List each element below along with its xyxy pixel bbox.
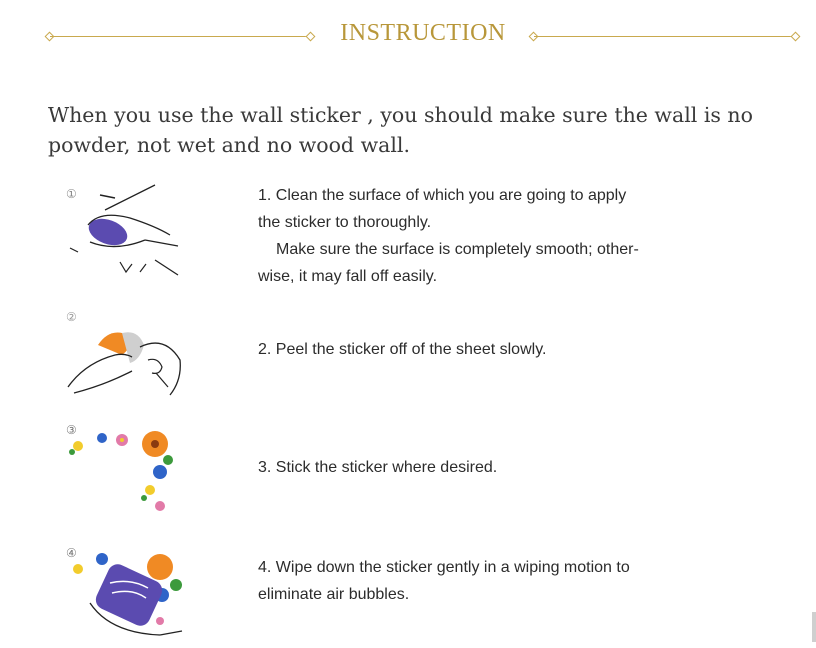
step-line: wise, it may fall off easily.	[258, 268, 438, 285]
step-marker: ③	[66, 423, 77, 437]
step-line: 3. Stick the sticker where desired.	[258, 459, 498, 476]
step-line: eliminate air bubbles.	[258, 586, 410, 603]
step-1-text	[258, 182, 639, 290]
divider-right	[534, 36, 796, 37]
step-marker: ④	[66, 546, 77, 560]
step-marker: ①	[66, 187, 77, 201]
ornament-diamond-right	[791, 32, 801, 42]
ornament-diamond	[306, 32, 316, 42]
header	[0, 0, 816, 70]
step-3-text	[258, 454, 497, 481]
step-line: 2. Peel the sticker off of the sheet slowly.	[258, 341, 547, 358]
step-line: the sticker to thoroughly.	[258, 214, 432, 231]
cleaning-hand-illustration	[60, 180, 190, 290]
scrollbar-thumb[interactable]	[812, 612, 816, 642]
wiping-sticker-illustration	[60, 538, 190, 648]
step-marker: ②	[66, 310, 77, 324]
peeling-sticker-illustration	[60, 300, 190, 410]
page-title: INSTRUCTION	[340, 20, 506, 46]
intro-text: When you use the wall sticker , you should make sure the wall is no powder, not wet and no wood wall.	[48, 103, 753, 157]
divider-left	[50, 36, 312, 37]
step-line: Make sure the surface is completely smooth; other-	[276, 241, 639, 258]
step-2-text	[258, 336, 546, 363]
step-4-text	[258, 554, 630, 608]
step-line: 4. Wipe down the sticker gently in a wiping motion to	[258, 559, 630, 576]
flower-sticker-placement-illustration	[60, 418, 190, 528]
step-line: 1. Clean the surface of which you are going to apply	[258, 187, 627, 204]
